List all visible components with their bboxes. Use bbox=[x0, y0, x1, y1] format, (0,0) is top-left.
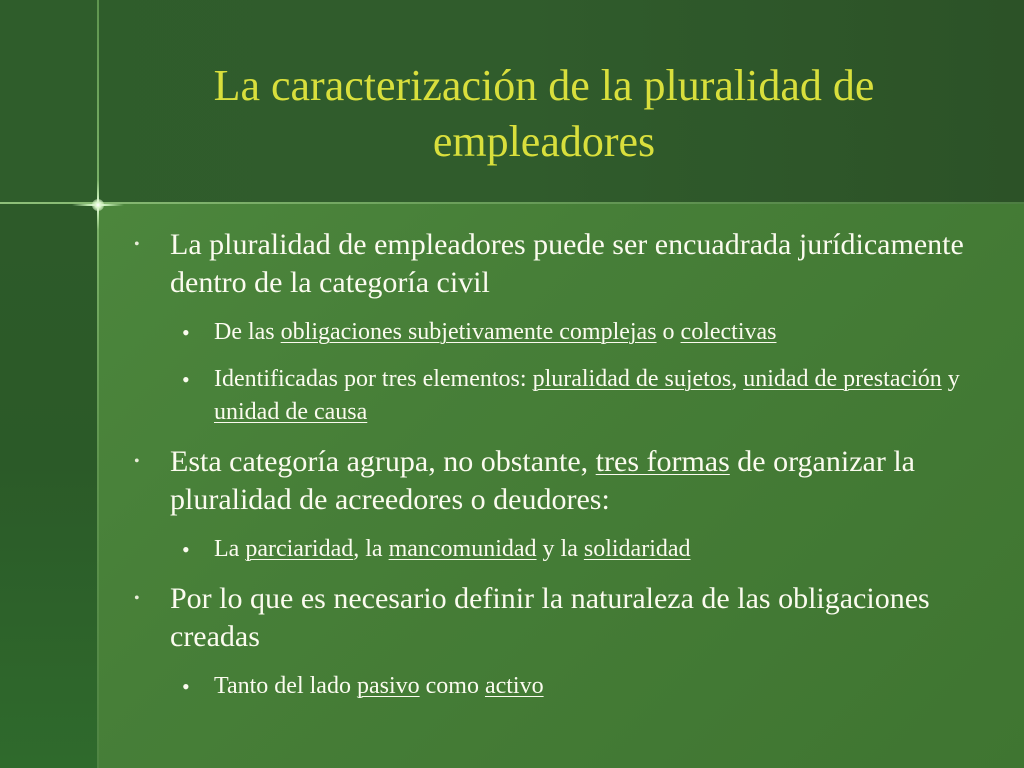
underlined-term: activo bbox=[484, 673, 544, 699]
text-segment: De las bbox=[214, 319, 281, 345]
sub-bullet-icon: • bbox=[182, 674, 190, 699]
vertical-divider-line bbox=[97, 0, 99, 768]
sub-bullet-icon: • bbox=[182, 367, 190, 392]
slide-title: La caracterización de la pluralidad de empleadores bbox=[213, 61, 875, 166]
underlined-term: solidaridad bbox=[583, 536, 691, 562]
sub-bullet-point bbox=[130, 316, 980, 349]
sub-bullet-point bbox=[130, 363, 980, 429]
text-segment: , la bbox=[353, 536, 389, 562]
bullet-point bbox=[130, 443, 980, 519]
text-segment: como bbox=[419, 673, 485, 699]
text-segment: Tanto del lado bbox=[214, 673, 357, 699]
underlined-term: pasivo bbox=[356, 673, 420, 699]
underlined-term: unidad de causa bbox=[214, 399, 368, 425]
sub-bullet-icon: • bbox=[182, 537, 190, 562]
sub-bullet-point bbox=[130, 533, 980, 566]
text-segment: La pluralidad de empleadores puede ser encuadrada jurídicamente dentro de la categoría civil bbox=[170, 228, 964, 299]
bullet-icon: • bbox=[134, 236, 140, 253]
text-segment: y la bbox=[536, 536, 584, 562]
underlined-term: pluralidad de sujetos bbox=[532, 366, 732, 392]
text-segment: Identificadas por tres elementos: bbox=[214, 366, 533, 392]
underlined-term: obligaciones subjetivamente complejas bbox=[280, 319, 657, 345]
text-segment: Por lo que es necesario definir la naturaleza de las obligaciones creadas bbox=[170, 582, 930, 653]
text-segment: y bbox=[941, 366, 960, 392]
bullet-point bbox=[130, 580, 980, 656]
sub-bullet-point bbox=[130, 670, 980, 703]
text-segment: o bbox=[656, 319, 681, 345]
underlined-term: colectivas bbox=[680, 319, 777, 345]
text-segment: Esta categoría agrupa, no obstante, bbox=[170, 445, 596, 478]
bullet-point bbox=[130, 226, 980, 302]
text-segment: de organizar la pluralidad de acreedores o deudores: bbox=[170, 445, 915, 516]
underlined-term: unidad de prestación bbox=[743, 366, 942, 392]
bullet-list bbox=[130, 226, 980, 717]
sub-bullet-icon: • bbox=[182, 320, 190, 345]
underlined-term: mancomunidad bbox=[388, 536, 537, 562]
underlined-term: parciaridad bbox=[245, 536, 354, 562]
bullet-icon: • bbox=[134, 590, 140, 607]
underlined-term: tres formas bbox=[595, 445, 730, 478]
text-segment: La bbox=[214, 536, 246, 562]
sparkle-decoration-icon bbox=[72, 180, 124, 230]
text-segment: , bbox=[731, 366, 744, 392]
bullet-icon: • bbox=[134, 453, 140, 470]
